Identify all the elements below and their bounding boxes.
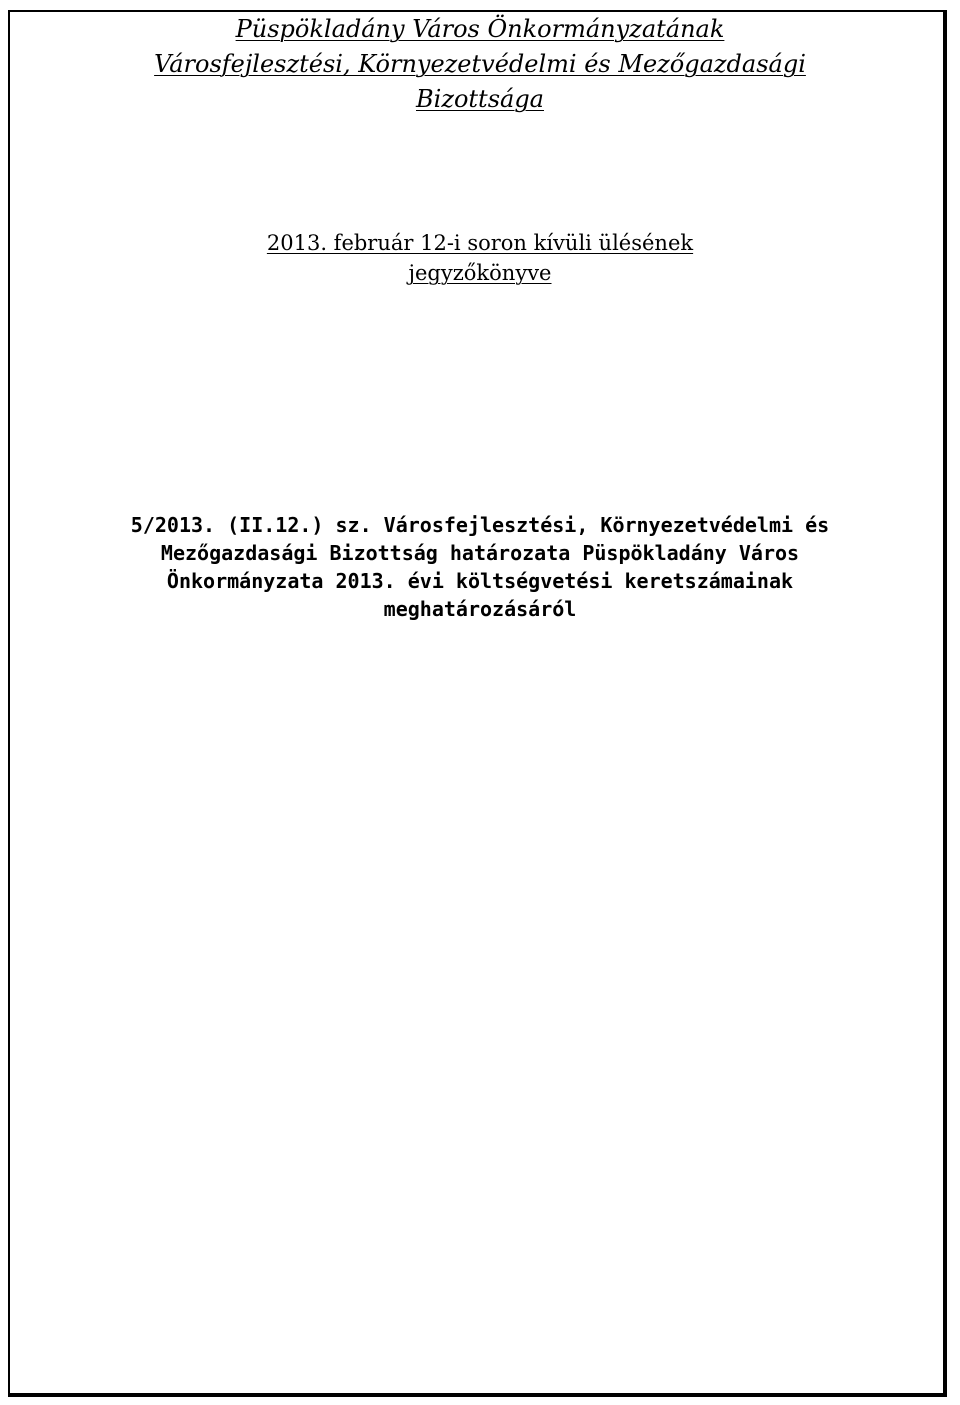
meeting-title-line-2: jegyzőkönyve [408,261,552,285]
resolution-line-2: Mezőgazdasági Bizottság határozata Püspökladány Város [160,541,800,565]
resolution-title [0,511,960,623]
resolution-line-1: 5/2013. (II.12.) sz. Városfejlesztési, Környezetvédelmi és [130,513,830,537]
meeting-title-line-1: 2013. február 12-i soron kívüli ülésének [266,231,694,255]
page-border [8,10,947,1397]
resolution-line-3: Önkormányzata 2013. évi költségvetési keretszámainak [166,569,794,593]
committee-name-heading [0,12,960,117]
resolution-line-4: meghatározásáról [383,597,577,621]
meeting-minutes-title [0,228,960,288]
committee-name-line-3: Bizottsága [416,85,544,113]
committee-name-line-1: Püspökladány Város Önkormányzatának [235,15,725,43]
committee-name-line-2: Városfejlesztési, Környezetvédelmi és Mezőgazdasági [154,50,806,78]
